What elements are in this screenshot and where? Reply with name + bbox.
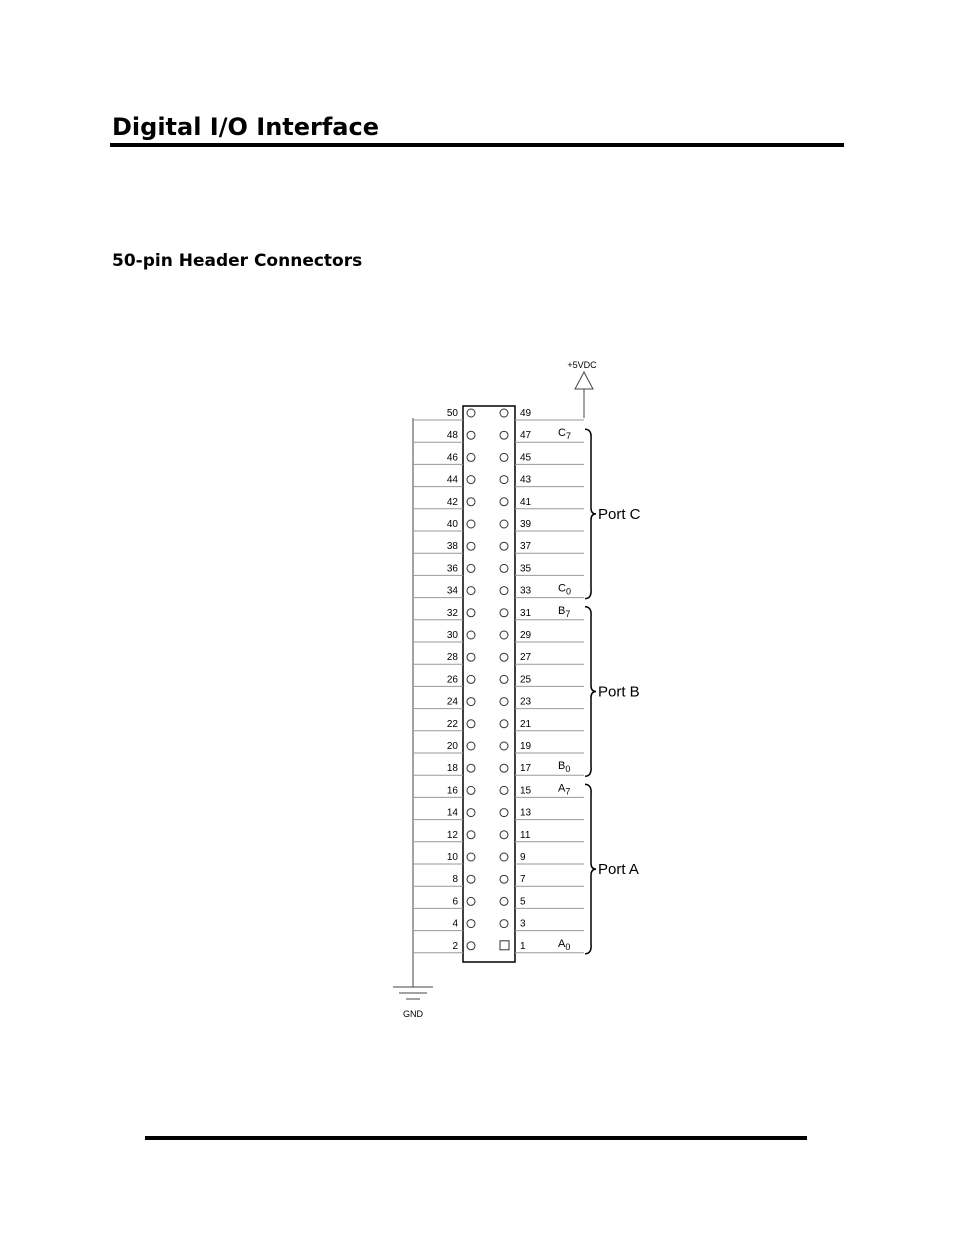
pin-hole — [500, 609, 508, 617]
pin-hole — [500, 853, 508, 861]
right-pin-number: 41 — [520, 496, 532, 508]
pin-hole — [467, 764, 475, 772]
pin-hole — [467, 476, 475, 484]
right-pin-number: 5 — [520, 896, 526, 908]
pin-hole — [500, 675, 508, 683]
pin-hole — [467, 587, 475, 595]
right-pin-number: 29 — [520, 630, 532, 641]
left-pin-number: 28 — [446, 652, 458, 664]
right-pin-number: 45 — [520, 452, 532, 464]
signal-label: $C_0$ — [558, 582, 571, 597]
pin-hole — [500, 831, 508, 839]
left-pin-number: 4 — [452, 918, 458, 930]
pin-hole — [467, 853, 475, 861]
left-pin-number: 20 — [446, 741, 458, 752]
pin-hole — [467, 498, 475, 506]
left-pin-number: 40 — [446, 519, 458, 530]
pin-hole — [500, 631, 508, 639]
left-pin-number: 38 — [446, 541, 458, 553]
section-heading: 50-pin Header Connectors — [112, 251, 363, 271]
pin-hole — [467, 453, 475, 461]
left-pin-number: 36 — [446, 563, 458, 575]
pin-hole — [467, 897, 475, 905]
right-pin-number: 7 — [520, 874, 526, 886]
right-pin-number: 25 — [520, 674, 532, 686]
right-pin-number: 19 — [520, 741, 532, 752]
pin-hole — [500, 698, 508, 706]
right-pin-number: 13 — [520, 807, 532, 819]
right-pin-number: 9 — [520, 852, 526, 863]
port-label: Port C — [598, 505, 641, 523]
pin-hole — [467, 653, 475, 661]
right-pin-number: 37 — [520, 541, 532, 553]
pin-hole — [467, 564, 475, 572]
pin-hole — [467, 831, 475, 839]
right-pin-number: 39 — [520, 519, 532, 530]
pin-1-square-pad — [500, 941, 509, 950]
pin-hole — [500, 897, 508, 905]
pin-hole — [500, 786, 508, 794]
pin-hole — [500, 409, 508, 417]
pin-hole — [500, 498, 508, 506]
left-pin-number: 16 — [446, 785, 458, 797]
pin-hole — [467, 875, 475, 883]
right-pin-number: 33 — [520, 585, 532, 597]
left-pin-number: 48 — [446, 430, 458, 442]
left-pin-number: 46 — [446, 452, 458, 464]
pin-hole — [467, 631, 475, 639]
right-pin-number: 11 — [520, 829, 531, 841]
pin-hole — [500, 809, 508, 817]
pin-hole — [467, 720, 475, 728]
pin-hole — [500, 564, 508, 572]
pin-hole — [467, 431, 475, 439]
left-pin-number: 6 — [452, 896, 458, 908]
pin-hole — [500, 764, 508, 772]
right-pin-number: 35 — [520, 563, 532, 575]
pin-hole — [467, 786, 475, 794]
connector-body — [463, 406, 515, 962]
pin-hole — [500, 542, 508, 550]
pin-hole — [467, 698, 475, 706]
pin-hole — [467, 675, 475, 683]
left-pin-number: 14 — [446, 807, 458, 819]
right-pin-number: 3 — [520, 918, 526, 930]
right-pin-number: 15 — [520, 785, 532, 797]
right-pin-number: 47 — [520, 430, 532, 442]
left-pin-number: 24 — [446, 696, 458, 708]
signal-label: $A_0$ — [558, 937, 571, 952]
right-pin-number: 23 — [520, 696, 532, 708]
pin-hole — [467, 409, 475, 417]
left-pin-number: 30 — [446, 630, 458, 641]
left-pin-number: 8 — [452, 874, 458, 886]
pin-hole — [500, 520, 508, 528]
pin-hole — [500, 431, 508, 439]
footer-divider — [145, 1136, 807, 1140]
left-pin-number: 22 — [446, 718, 458, 730]
signal-label: $B_0$ — [558, 760, 571, 775]
pin-hole — [500, 653, 508, 661]
port-label: Port B — [598, 683, 640, 701]
right-pin-number: 43 — [520, 474, 532, 486]
pin-hole — [467, 809, 475, 817]
port-brace — [585, 784, 596, 953]
right-pin-number: 1 — [520, 940, 526, 952]
left-pin-number: 32 — [446, 607, 458, 619]
left-pin-number: 2 — [452, 940, 458, 952]
pin-hole — [467, 742, 475, 750]
port-label: Port A — [598, 861, 639, 879]
left-pin-number: 42 — [446, 496, 458, 508]
pin-hole — [467, 609, 475, 617]
port-brace — [585, 429, 596, 598]
power-arrow-icon — [575, 372, 593, 389]
left-pin-number: 34 — [446, 585, 458, 597]
pin-hole — [500, 742, 508, 750]
signal-label: $B_7$ — [558, 604, 571, 619]
left-pin-number: 26 — [446, 674, 458, 686]
port-brace — [585, 607, 596, 776]
pin-hole — [467, 942, 475, 950]
signal-label: $A_7$ — [558, 782, 571, 797]
pin-hole — [500, 587, 508, 595]
left-pin-number: 10 — [446, 852, 458, 863]
left-pin-number: 12 — [446, 829, 458, 841]
pin-hole — [500, 453, 508, 461]
left-pin-number: 18 — [446, 763, 458, 775]
pin-hole — [500, 920, 508, 928]
pin-hole — [467, 920, 475, 928]
pin-hole — [467, 520, 475, 528]
right-pin-number: 17 — [520, 763, 532, 775]
right-pin-number: 49 — [520, 408, 532, 419]
right-pin-number: 21 — [520, 718, 532, 730]
page-title: Digital I/O Interface — [112, 113, 379, 141]
pin-hole — [500, 875, 508, 883]
left-pin-number: 50 — [446, 408, 458, 419]
pin-hole — [500, 720, 508, 728]
pin-hole — [500, 476, 508, 484]
pin-hole — [467, 542, 475, 550]
left-pin-number: 44 — [446, 474, 458, 486]
signal-label: $C_7$ — [558, 427, 571, 442]
ground-label: GND — [403, 1009, 423, 1019]
right-pin-number: 27 — [520, 652, 532, 664]
right-pin-number: 31 — [520, 607, 532, 619]
power-label: +5VDC — [567, 360, 597, 370]
